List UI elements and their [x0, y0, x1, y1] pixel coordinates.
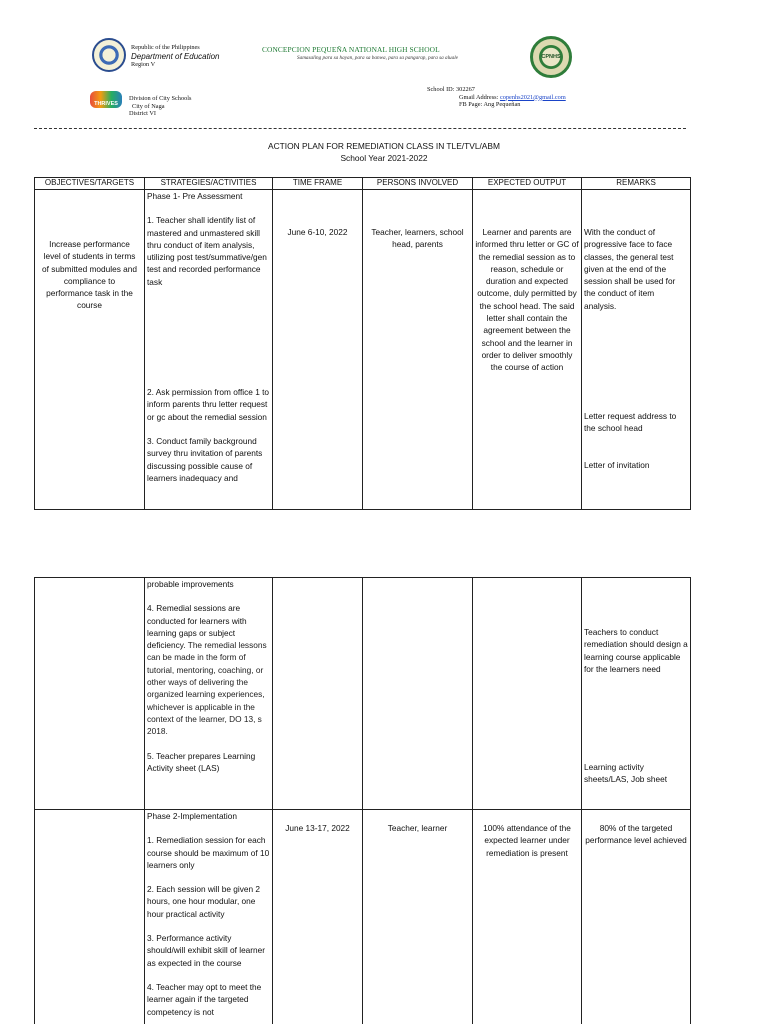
remark-2: Letter request address to the school head	[584, 411, 677, 434]
strategy-2: 2. Ask permission from office 1 to inform parents thru letter request or gc about the remedial session	[147, 387, 270, 422]
remark-6: 80% of the targeted performance level achieved	[585, 823, 687, 846]
header-divider	[34, 128, 686, 129]
city-text: City of Naga	[132, 102, 165, 110]
title-block	[0, 140, 768, 164]
objective-cell-empty	[35, 810, 145, 1024]
remarks-cell	[582, 810, 691, 1024]
department-text: Department of Education	[131, 51, 220, 61]
division-text: Division of City Schools	[129, 95, 192, 102]
remarks-cell	[582, 578, 691, 810]
output-cell-empty	[473, 578, 582, 810]
remark-3: Letter of invitation	[584, 459, 650, 470]
gmail-label: Gmail Address:	[459, 93, 500, 101]
school-year: School Year 2021-2022	[340, 153, 428, 163]
school-contact-block	[427, 86, 566, 109]
strategy-5: 5. Teacher prepares Learning Activity sheet (LAS)	[147, 750, 256, 773]
division-text-block	[129, 95, 191, 118]
table-row	[35, 190, 691, 510]
action-plan-table-page2	[34, 577, 691, 1024]
school-seal	[530, 36, 572, 78]
objective-text: Increase performance level of students in terms of submitted modules and compliance to performance task in the course	[41, 239, 137, 311]
remark-5: Learning activity sheets/LAS, Job sheet	[584, 762, 668, 785]
gmail-line	[427, 94, 566, 102]
col-strategies: STRATEGIES/ACTIVITIES	[145, 178, 273, 190]
strategy-4-lead: 4. Remedial sessions are conducted for learners with learning gaps or subject deficiency.	[147, 603, 247, 651]
remarks-cell	[582, 190, 691, 510]
deped-text-block	[131, 44, 220, 68]
output-text: Learner and parents are informed thru letter or GC of the remedial session as to reason, schedule or duration and expected outcome, duly permitted by the school head. The said letter shall contain the agreement between the school and the learner in order to deliver smoothly the course of action	[475, 227, 579, 373]
objective-cell	[35, 190, 145, 510]
table-row	[35, 810, 691, 1024]
persons-cell-empty	[363, 578, 473, 810]
output-cell	[473, 810, 582, 1024]
school-seal-text: CPNHS	[541, 54, 561, 60]
persons-cell	[363, 190, 473, 510]
persons-text: Teacher, learners, school head, parents	[371, 227, 464, 250]
persons-cell	[363, 810, 473, 1024]
objective-cell-empty	[35, 578, 145, 810]
fb-page: FB Page: Ang Pequeñan	[459, 101, 521, 108]
output-cell	[473, 190, 582, 510]
phase1-label: Phase 1- Pre Assessment	[147, 191, 243, 201]
strategies-cell	[145, 190, 273, 510]
remark-4: Teachers to conduct remediation should design a learning course applicable for the learners need	[584, 627, 688, 674]
district-text: District VI	[129, 110, 156, 117]
deped-seal	[92, 38, 126, 72]
region-text: Region V	[131, 60, 156, 68]
action-plan-table-page1	[34, 177, 691, 510]
implementation-1: 1. Remediation session for each course should be maximum of 10 learners only	[147, 835, 270, 870]
col-objectives: OBJECTIVES/TARGETS	[35, 178, 145, 190]
table-row	[35, 578, 691, 810]
gmail-link[interactable]: copenhs2021@gmail.com	[499, 93, 566, 101]
strategies-cell	[145, 578, 273, 810]
col-output: EXPECTED OUTPUT	[473, 178, 582, 190]
remark-1: With the conduct of progressive face to face classes, the general test given at the end of the session shall be used for the conduct of item analysis.	[584, 227, 676, 311]
plan-title: ACTION PLAN FOR REMEDIATION CLASS IN TLE/TVL/ABM	[268, 141, 500, 151]
phase2-label: Phase 2-Implementation	[147, 811, 237, 821]
thrives-logo	[90, 91, 122, 108]
time-frame-text: June 6-10, 2022	[287, 227, 348, 237]
output-text-2: 100% attendance of the expected learner under remediation is present	[483, 823, 571, 858]
school-id: School ID: 302267	[427, 86, 475, 93]
strategy-4-rest: The remedial lessons can be made in the form of tutorial, mentoring, coaching, or other ways of delivering the organized learning experiences, whichever is applicable in the context of the learner, DO 13, s 2018.	[147, 640, 267, 737]
school-motto: Samasaling para sa hayan, para sa banwa, para sa pangarap, para sa aluale	[297, 55, 458, 61]
strategies-cell	[145, 810, 273, 1024]
col-remarks: REMARKS	[582, 178, 691, 190]
republic-text: Republic of the Philippines	[131, 44, 200, 51]
implementation-3: 3. Performance activity should/will exhibit skill of learner as expected in the course	[147, 933, 266, 968]
time-frame-cell	[273, 810, 363, 1024]
school-name: CONCEPCION PEQUEÑA NATIONAL HIGH SCHOOL	[262, 45, 440, 54]
table-header-row	[35, 178, 691, 190]
col-persons: PERSONS INVOLVED	[363, 178, 473, 190]
time-frame-cell	[273, 190, 363, 510]
strategy-3-cont: probable improvements	[147, 579, 234, 589]
persons-text-2: Teacher, learner	[387, 823, 448, 833]
thrives-logo-text: THRIVES	[94, 101, 118, 107]
col-time-frame: TIME FRAME	[273, 178, 363, 190]
time-cell-empty	[273, 578, 363, 810]
implementation-4: 4. Teacher may opt to meet the learner again if the targeted competency is not	[147, 981, 262, 1017]
strategy-3: 3. Conduct family background survey thru invitation of parents discussing possible cause of learners inadequacy and	[147, 435, 263, 483]
strategy-1: 1. Teacher shall identify list of mastered and unmastered skill thru conduct of item analysis, utilizing post test/summative/gen test and recorded performance task	[147, 215, 267, 287]
strategy-4	[147, 602, 270, 737]
implementation-2: 2. Each session will be given 2 hours, one hour modular, one hour practical activity	[147, 884, 260, 919]
time-frame-text-2: June 13-17, 2022	[285, 823, 350, 833]
